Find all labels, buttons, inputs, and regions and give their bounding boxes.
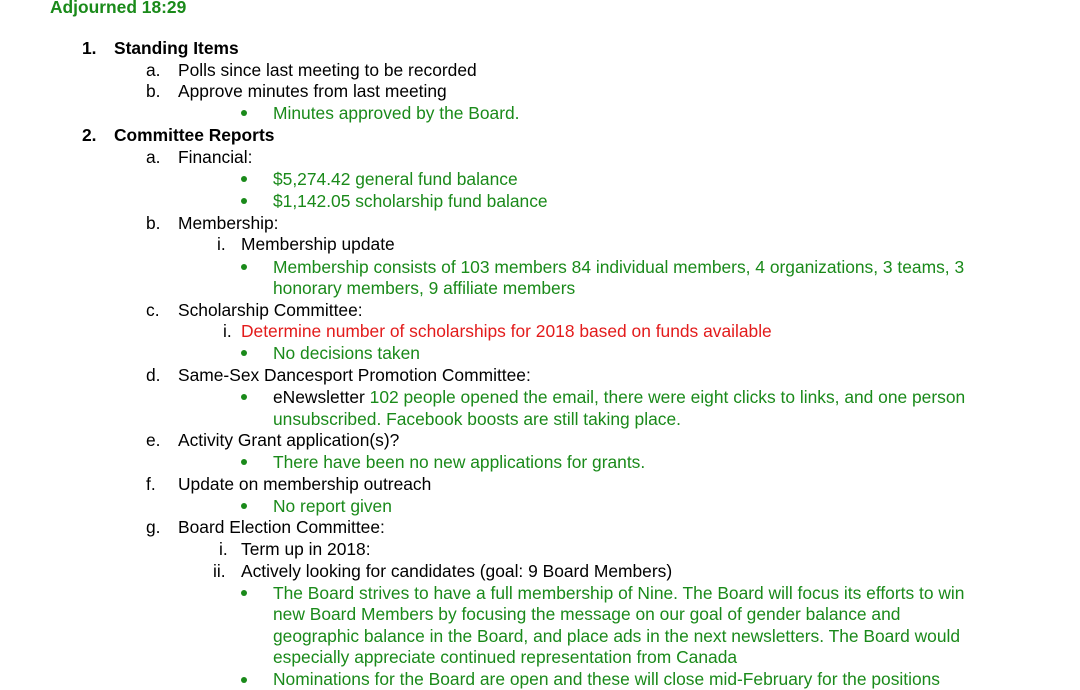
enewsletter-label: eNewsletter — [273, 387, 365, 407]
note-board-line3: geographic balance in the Board, and place ads in the next newsletters. The Board would — [273, 626, 961, 646]
note-enewsletter-line2: unsubscribed. Facebook boosts are still taking place. — [273, 409, 681, 429]
note-membership-line2: honorary members, 9 affiliate members — [273, 278, 576, 298]
note-no-grants: There have been no new applications for grants. — [273, 452, 646, 472]
item-2g-i-marker: i. — [219, 539, 228, 559]
section-1-number: 1. — [82, 38, 97, 58]
adjourned-time: Adjourned 18:29 — [50, 0, 187, 17]
note-enewsletter-line1 — [273, 386, 965, 408]
item-2b-marker: b. — [146, 213, 161, 233]
item-1a-marker: a. — [146, 60, 161, 80]
note-membership-line1: Membership consists of 103 members 84 individual members, 4 organizations, 3 teams, 3 — [273, 257, 965, 277]
section-2-title: Committee Reports — [114, 125, 275, 145]
item-1b-text: Approve minutes from last meeting — [178, 81, 447, 101]
bullet-icon — [241, 677, 247, 683]
note-minutes-approved: Minutes approved by the Board. — [273, 103, 520, 123]
item-2a-marker: a. — [146, 147, 161, 167]
bullet-icon — [241, 590, 247, 596]
item-2c-i-marker: i. — [223, 321, 232, 341]
note-board-line4: especially appreciate continued representation from Canada — [273, 647, 738, 667]
enewsletter-stats: 102 people opened the email, there were eight clicks to links, and one person — [364, 387, 966, 407]
item-2d-text: Same-Sex Dancesport Promotion Committee: — [178, 365, 531, 385]
section-1-title: Standing Items — [114, 38, 239, 58]
item-2d-marker: d. — [146, 365, 161, 385]
item-1b-marker: b. — [146, 81, 161, 101]
note-scholarship-fund: $1,142.05 scholarship fund balance — [273, 191, 548, 211]
bullet-icon — [241, 198, 247, 204]
item-2b-text: Membership: — [178, 213, 279, 233]
note-no-decisions: No decisions taken — [273, 343, 420, 363]
section-2-number: 2. — [82, 125, 97, 145]
item-1a-text: Polls since last meeting to be recorded — [178, 60, 477, 80]
note-board-line2: new Board Members by focusing the message on our goal of gender balance and — [273, 604, 901, 624]
item-2f-text: Update on membership outreach — [178, 474, 432, 494]
item-2g-ii-marker: ii. — [213, 561, 226, 581]
bullet-icon — [241, 176, 247, 182]
item-2g-marker: g. — [146, 517, 161, 537]
item-2c-marker: c. — [146, 300, 160, 320]
bullet-icon — [241, 503, 247, 509]
item-2g-text: Board Election Committee: — [178, 517, 385, 537]
bullet-icon — [241, 110, 247, 116]
bullet-icon — [241, 264, 247, 270]
bullet-icon — [241, 459, 247, 465]
item-2f-marker: f. — [146, 474, 156, 494]
item-2g-ii-text: Actively looking for candidates (goal: 9 Board Members) — [241, 561, 673, 581]
note-no-report: No report given — [273, 496, 392, 516]
item-2e-text: Activity Grant application(s)? — [178, 430, 400, 450]
item-2g-i-text: Term up in 2018: — [241, 539, 371, 559]
item-2c-i-text: Determine number of scholarships for 2018 based on funds available — [241, 321, 772, 341]
item-2b-i-text: Membership update — [241, 234, 395, 254]
note-board-line1: The Board strives to have a full membership of Nine. The Board will focus its efforts to win — [273, 583, 965, 603]
bullet-icon — [241, 394, 247, 400]
bullet-icon — [241, 350, 247, 356]
item-2a-text: Financial: — [178, 147, 253, 167]
item-2b-i-marker: i. — [217, 234, 226, 254]
note-general-fund: $5,274.42 general fund balance — [273, 169, 518, 189]
note-board-line5: Nominations for the Board are open and these will close mid-February for the positions — [273, 669, 940, 689]
item-2c-text: Scholarship Committee: — [178, 300, 363, 320]
item-2e-marker: e. — [146, 430, 161, 450]
